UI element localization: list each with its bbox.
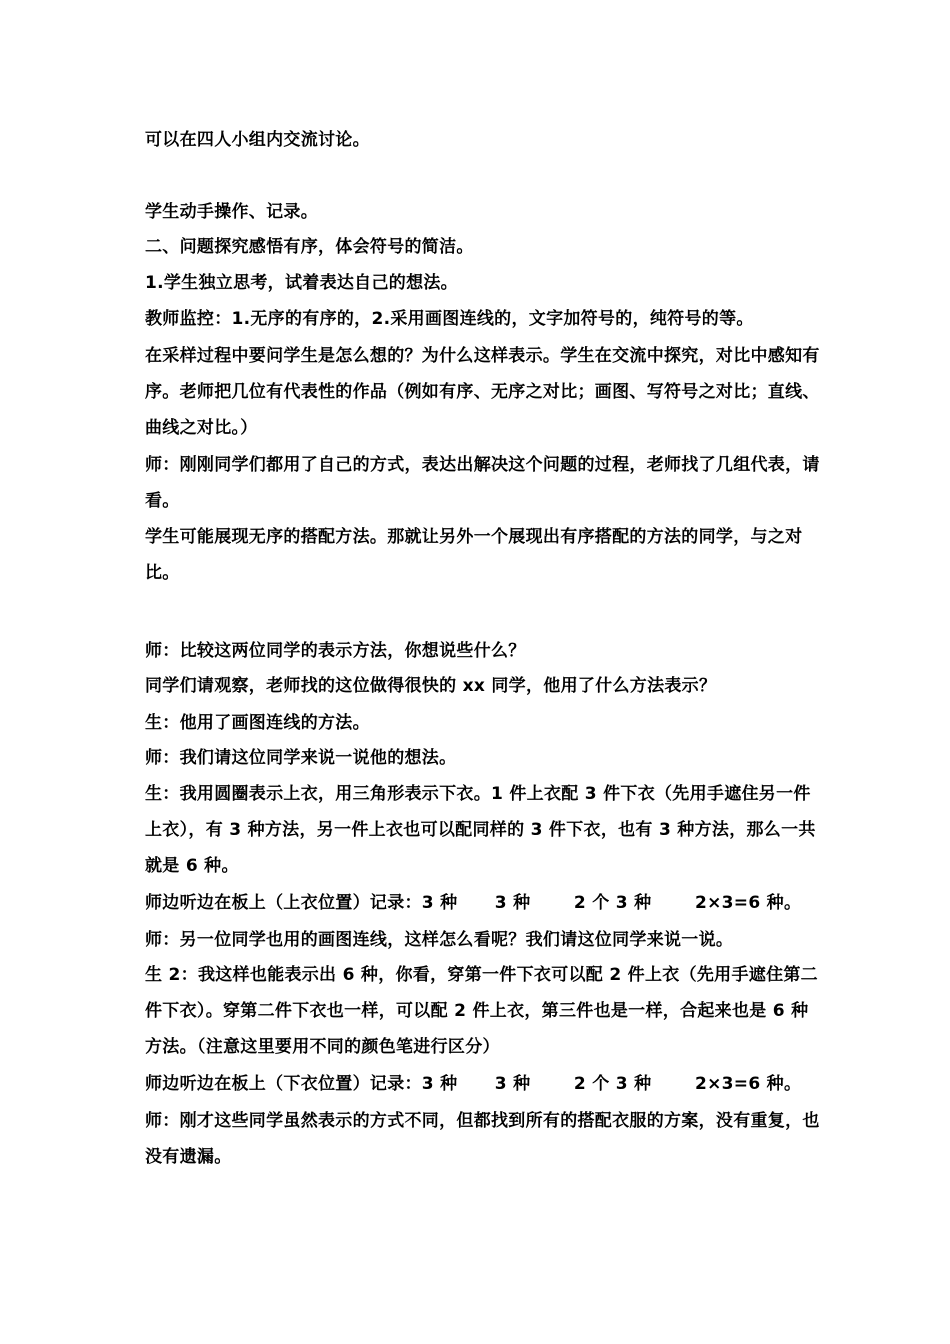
paragraph-teacher-representatives: 师：刚刚同学们都用了自己的方式，表达出解决这个问题的过程，老师找了几组代表，请看。 [145, 455, 820, 511]
paragraph-hands-on: 学生动手操作、记录。 [145, 202, 318, 222]
paragraph-unordered-method: 学生可能展现无序的搭配方法。那就让另外一个展现出有序搭配的方法的同学，与之对比。 [145, 527, 803, 583]
paragraph-teacher-monitoring: 教师监控：1.无序的有序的，2.采用画图连线的，文字加符号的，纯符号的等。 [145, 309, 754, 329]
paragraph-group-discussion: 可以在四人小组内交流讨论。 [145, 130, 370, 150]
paragraph-independent-thinking: 1.学生独立思考，试着表达自己的想法。 [145, 273, 458, 293]
paragraph-teacher-invite: 师：我们请这位同学来说一说他的想法。 [145, 748, 457, 768]
paragraph-student-2: 生 2：我这样也能表示出 6 种，你看，穿第一件下衣可以配 2 件上衣（先用手遮住第二件下衣）。穿第二件下衣也一样，可以配 2 件上衣，第三件也是一样，合起来也是 6 种方法。（注意这里要用不同的颜色笔进行区分） [145, 965, 818, 1057]
paragraph-teacher-another: 师：另一位同学也用的画图连线，这样怎么看呢？我们请这位同学来说一说。 [145, 930, 734, 950]
paragraph-teacher-compare: 师：比较这两位同学的表示方法，你想说些什么？ [145, 641, 526, 661]
paragraph-board-record-bottom: 师边听边在板上（下衣位置）记录：3 种 3 种 2 个 3 种 2×3=6 种。 [145, 1074, 802, 1094]
paragraph-teacher-summary: 师：刚才这些同学虽然表示的方式不同，但都找到所有的搭配衣服的方案，没有重复，也没有遗漏。 [145, 1111, 820, 1167]
paragraph-student-drawing: 生：他用了画图连线的方法。 [145, 713, 370, 733]
paragraph-sampling-process: 在采样过程中要问学生是怎么想的？为什么这样表示。学生在交流中探究，对比中感知有序。老师把几位有代表性的作品（例如有序、无序之对比；画图、写符号之对比；直线、曲线之对比。） [145, 346, 820, 438]
paragraph-observe: 同学们请观察，老师找的这位做得很快的 xx 同学，他用了什么方法表示？ [145, 676, 717, 696]
paragraph-student-explanation: 生：我用圆圈表示上衣，用三角形表示下衣。1 件上衣配 3 件下衣（先用手遮住另一件上衣），有 3 种方法，另一件上衣也可以配同样的 3 件下衣，也有 3 种方法，那么一共就是 6 种。 [145, 784, 816, 876]
paragraph-board-record-top: 师边听边在板上（上衣位置）记录：3 种 3 种 2 个 3 种 2×3=6 种。 [145, 893, 802, 913]
section-heading-2: 二、问题探究感悟有序，体会符号的简洁。 [145, 237, 474, 257]
